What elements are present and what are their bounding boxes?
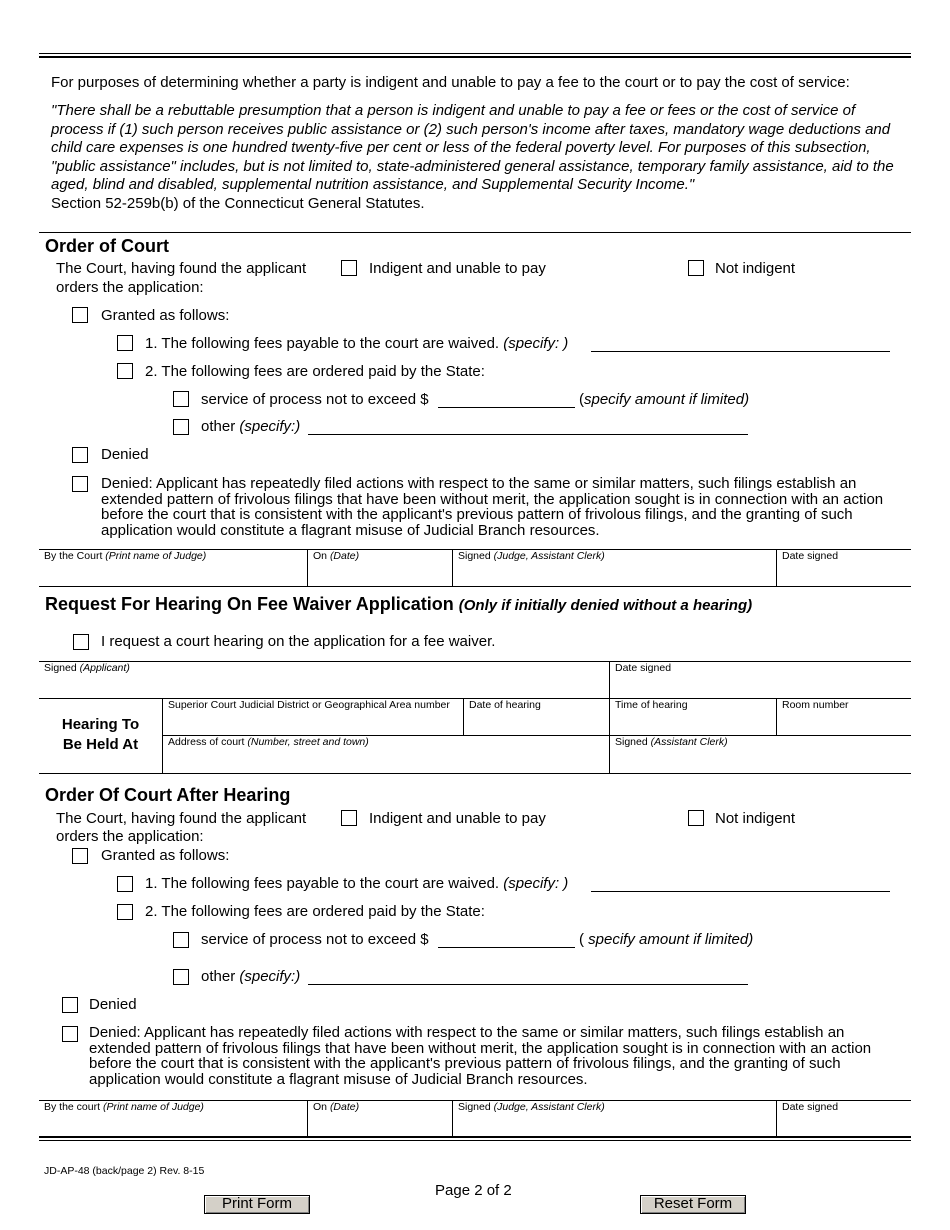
request-hearing-title: [45, 594, 752, 615]
order-after-hearing-title: Order Of Court After Hearing: [45, 785, 291, 805]
time-of-hearing-field[interactable]: Time of hearing: [615, 699, 688, 711]
after-sig-divider: [452, 1100, 453, 1137]
hearing-label-line1: Hearing To: [61, 716, 140, 733]
not-indigent-label: Not indigent: [715, 260, 796, 277]
clerk-signed-label: Signed: [615, 736, 648, 748]
after-signed-hint: (Judge, Assistant Clerk): [493, 1101, 605, 1113]
after-service-label: service of process not to exceed $: [201, 931, 429, 948]
fees-waived-text: 1. The following fees payable to the court are waived.: [145, 335, 500, 352]
date-signed-field[interactable]: Date signed: [782, 550, 839, 562]
denied-checkbox[interactable]: [72, 447, 88, 463]
bottom-rule-thick: [39, 1136, 911, 1138]
after-sig-divider: [776, 1100, 777, 1137]
fees-waived-field[interactable]: [591, 351, 890, 352]
after-other-hint: (specify:): [239, 968, 301, 985]
court-address-field[interactable]: [168, 736, 369, 748]
denied-label: Denied: [101, 446, 149, 463]
signed-field[interactable]: [458, 550, 605, 562]
fees-state-label: 2. The following fees are ordered paid by the State:: [145, 363, 485, 380]
room-number-field[interactable]: Room number: [782, 699, 849, 711]
request-divider: [609, 661, 610, 773]
clerk-signed-field[interactable]: [615, 736, 728, 748]
hearing-divider: [776, 698, 777, 735]
top-rule-thick: [39, 56, 911, 58]
service-label: service of process not to exceed $: [201, 391, 429, 408]
after-orders-text: orders the application:: [56, 828, 204, 845]
after-fees-waived-text: 1. The following fees payable to the court are waived.: [145, 875, 500, 892]
page-number: Page 2 of 2: [435, 1182, 512, 1199]
specify-hint: (specify: ): [503, 335, 569, 352]
after-signed-field[interactable]: [458, 1101, 605, 1113]
on-label: On: [313, 550, 328, 562]
hearing-location-label: [39, 715, 162, 754]
bottom-rule: [39, 1140, 911, 1141]
fees-waived-checkbox[interactable]: [117, 335, 133, 351]
granted-label: Granted as follows:: [101, 307, 230, 324]
order-of-court-title: Order of Court: [45, 236, 169, 256]
superior-court-field[interactable]: Superior Court Judicial District or Geographical Area number: [168, 699, 450, 711]
reset-form-button[interactable]: Reset Form: [640, 1195, 746, 1214]
after-service-hint: [579, 931, 753, 949]
other-field[interactable]: [308, 434, 748, 435]
after-other-text: other: [201, 968, 236, 985]
request-hearing-title-text: Request For Hearing On Fee Waiver Application: [45, 594, 454, 614]
applicant-signed-field[interactable]: [44, 662, 130, 674]
denied-frivolous-label: Denied: Applicant has repeatedly filed actions with respect to the same or similar matters, such filings establish an extended pattern of frivolous filings that have been without merit, the application sought is in connection with an action before the court that is consistent with the applicant's previous pattern of frivolous filings, and the granting of such application would constitute a flagrant misuse of Judicial Branch resources.: [101, 475, 884, 539]
after-other-field[interactable]: [308, 984, 748, 985]
after-denied-frivolous-checkbox[interactable]: [62, 1026, 78, 1042]
after-denied-checkbox[interactable]: [62, 997, 78, 1013]
by-court-label: By the Court: [44, 550, 103, 562]
print-form-button[interactable]: Print Form: [204, 1195, 310, 1214]
orders-text: orders the application:: [56, 279, 204, 296]
other-hint: (specify:): [239, 418, 301, 435]
after-service-hint-text: specify amount if limited): [584, 931, 754, 948]
statute-citation: Section 52-259b(b) of the Connecticut General Statutes.: [51, 195, 425, 212]
after-on-hint: (Date): [329, 1101, 360, 1113]
after-fees-state-checkbox[interactable]: [117, 904, 133, 920]
applicant-date-signed-field[interactable]: Date signed: [615, 662, 672, 674]
after-other-label: [201, 968, 300, 986]
on-date-field[interactable]: [313, 550, 359, 562]
sig-row-bottom: [39, 586, 911, 587]
applicant-signed-label: Signed: [44, 662, 77, 674]
service-hint-paren: (: [579, 391, 584, 408]
after-fees-waived-label: [145, 875, 568, 893]
request-row-top: [39, 661, 911, 662]
after-by-court-field[interactable]: [44, 1101, 204, 1113]
sig-divider: [776, 549, 777, 586]
after-on-label: On: [313, 1101, 328, 1113]
service-amount-field[interactable]: [438, 407, 575, 408]
other-label: [201, 418, 300, 436]
court-address-hint: (Number, street and town): [247, 736, 369, 748]
after-granted-label: Granted as follows:: [101, 847, 230, 864]
top-rule: [39, 53, 911, 54]
after-granted-checkbox[interactable]: [72, 848, 88, 864]
not-indigent-checkbox[interactable]: [688, 260, 704, 276]
request-hearing-checkbox[interactable]: [73, 634, 89, 650]
sig-divider: [452, 549, 453, 586]
request-hearing-note: (Only if initially denied without a hearing): [458, 597, 753, 614]
after-service-amount-field[interactable]: [438, 947, 575, 948]
after-denied-label: Denied: [89, 996, 137, 1013]
after-found-text: The Court, having found the applicant: [56, 810, 307, 827]
indigent-label: Indigent and unable to pay: [369, 260, 546, 277]
date-of-hearing-field[interactable]: Date of hearing: [469, 699, 541, 711]
found-text: The Court, having found the applicant: [56, 260, 307, 277]
fees-state-checkbox[interactable]: [117, 363, 133, 379]
hearing-label-line2: Be Held At: [62, 735, 139, 753]
court-address-label: Address of court: [168, 736, 245, 748]
other-text: other: [201, 418, 236, 435]
fees-waived-label: [145, 335, 568, 353]
after-not-indigent-checkbox[interactable]: [688, 810, 704, 826]
after-signed-label: Signed: [458, 1101, 491, 1113]
by-court-hint: (Print name of Judge): [105, 550, 207, 562]
by-court-field[interactable]: [44, 550, 206, 562]
intro-lead: For purposes of determining whether a party is indigent and unable to pay a fee to the court or to pay the cost of service:: [51, 74, 850, 91]
granted-checkbox[interactable]: [72, 307, 88, 323]
clerk-signed-hint: (Assistant Clerk): [650, 736, 728, 748]
after-by-court-label: By the court: [44, 1101, 101, 1113]
signed-label: Signed: [458, 550, 491, 562]
applicant-signed-hint: (Applicant): [79, 662, 130, 674]
after-on-date-field[interactable]: [313, 1101, 359, 1113]
after-by-court-hint: (Print name of Judge): [102, 1101, 204, 1113]
service-hint-text: specify amount if limited): [584, 391, 750, 408]
after-fees-waived-field[interactable]: [591, 891, 890, 892]
sig-divider: [307, 549, 308, 586]
request-hearing-label: I request a court hearing on the application for a fee waiver.: [101, 633, 496, 650]
section-divider: [39, 232, 911, 233]
indigent-checkbox[interactable]: [341, 260, 357, 276]
service-hint: [579, 391, 749, 409]
after-specify-hint: (specify: ): [503, 875, 569, 892]
hearing-divider: [463, 698, 464, 735]
after-service-checkbox[interactable]: [173, 932, 189, 948]
on-hint: (Date): [329, 550, 360, 562]
after-indigent-checkbox[interactable]: [341, 810, 357, 826]
after-denied-frivolous-label: Denied: Applicant has repeatedly filed actions with respect to the same or similar matters, such filings establish an extended pattern of frivolous filings that have been without merit, the application sought is in connection with an action before the court that is consistent with the applicant's previous pattern of frivolous filings, and the granting of such application would constitute a flagrant misuse of Judicial Branch resources.: [89, 1024, 872, 1088]
statute-quote: "There shall be a rebuttable presumption that a person is indigent and unable to pay a fee or fees or the cost of service of process if (1) such person receives public assistance or (2) such person's income after taxes, mandatory wage deductions and child care expenses is one hundred twenty-five per cent or less of the federal poverty level. For purposes of this subsection, "public assistance" includes, but is not limited to, state-administered general assistance, temporary family assistance, aid to the aged, blind and disabled, supplemental nutrition assistance, and Supplemental Security Income.": [51, 102, 894, 193]
after-service-hint-paren: (: [579, 931, 584, 948]
other-checkbox[interactable]: [173, 419, 189, 435]
after-sig-divider: [307, 1100, 308, 1137]
after-other-checkbox[interactable]: [173, 969, 189, 985]
service-checkbox[interactable]: [173, 391, 189, 407]
after-fees-state-label: 2. The following fees are ordered paid by the State:: [145, 903, 485, 920]
form-id: JD-AP-48 (back/page 2) Rev. 8-15: [44, 1165, 205, 1177]
after-not-indigent-label: Not indigent: [715, 810, 796, 827]
after-fees-waived-checkbox[interactable]: [117, 876, 133, 892]
signed-hint: (Judge, Assistant Clerk): [493, 550, 605, 562]
hearing-row-bottom: [39, 773, 911, 774]
after-indigent-label: Indigent and unable to pay: [369, 810, 546, 827]
denied-frivolous-checkbox[interactable]: [72, 476, 88, 492]
after-date-signed-field[interactable]: Date signed: [782, 1101, 839, 1113]
